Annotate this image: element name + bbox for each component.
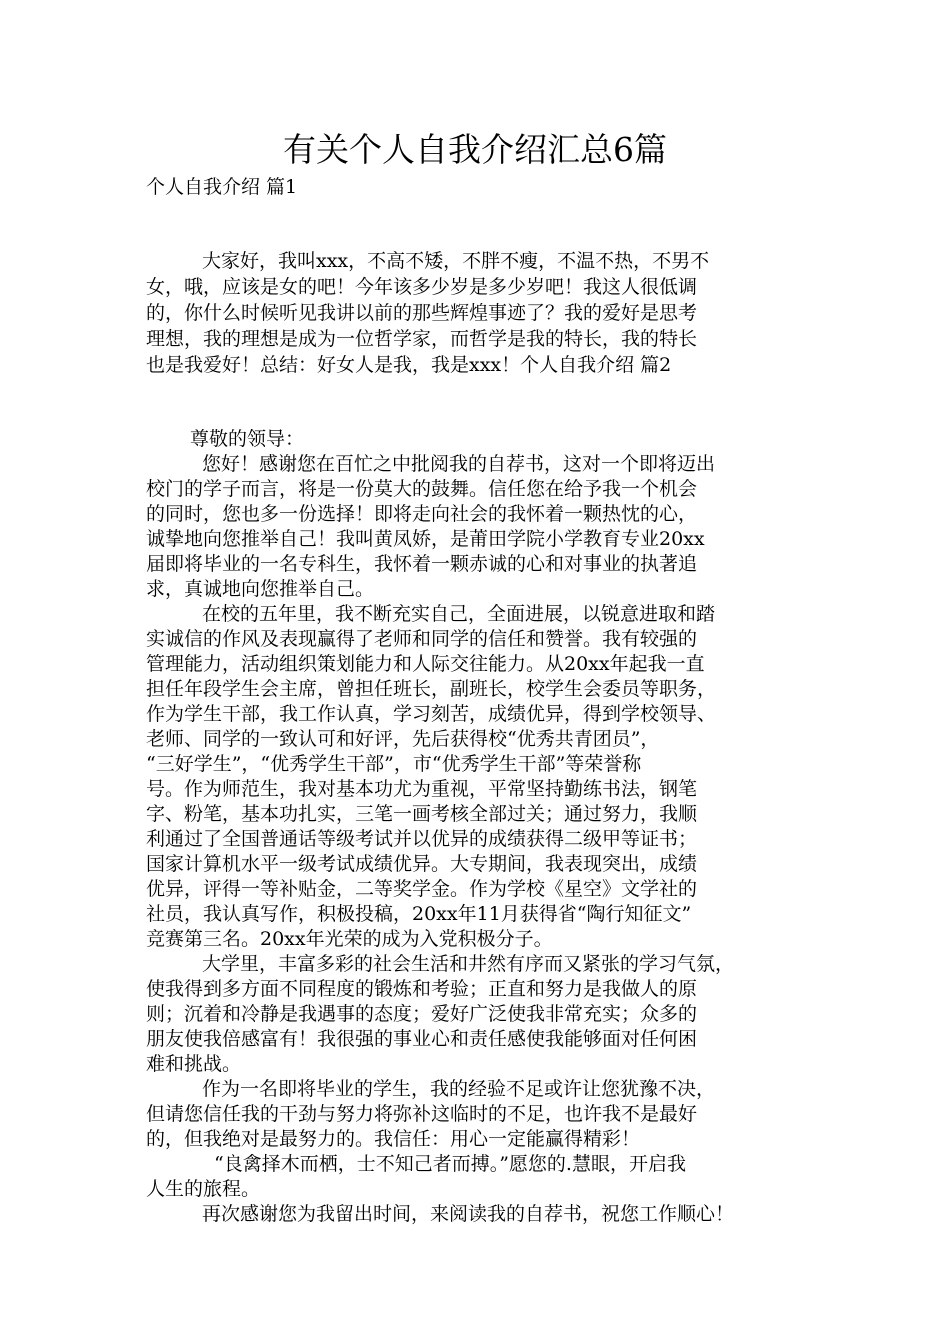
text-line: 人生的旅程。 (146, 1178, 261, 1200)
text-line: 实诚信的作风及表现赢得了老师和同学的信任和赞誉。我有较强的 (146, 628, 698, 650)
text-line: 则；沉着和冷静是我遇事的态度；爱好广泛使我非常充实；众多的 (146, 1003, 698, 1025)
text-line: 国家计算机水平一级考试成绩优异。大专期间，我表现突出，成绩 (146, 853, 698, 875)
text-line: 竞赛第三名。20xx年光荣的成为入党积极分子。 (146, 928, 553, 950)
text-line: 大学里，丰富多彩的社会生活和井然有序而又紧张的学习气氛， (202, 953, 735, 975)
text-line: 号。作为师范生，我对基本功尤为重视，平常坚持勤练书法，钢笔 (146, 778, 698, 800)
text-line: 在校的五年里，我不断充实自己，全面进展，以锐意进取和踏 (202, 603, 716, 625)
text-line: 大家好，我叫xxx，不高不矮，不胖不瘦，不温不热，不男不 (202, 250, 710, 272)
text-line: 作为学生干部，我工作认真，学习刻苦，成绩优异，得到学校领导、 (146, 703, 717, 725)
text-line: 字、粉笔，基本功扎实，三笔一画考核全部过关；通过努力，我顺 (146, 803, 698, 825)
text-line: 的，但我绝对是最努力的。我信任：用心一定能赢得精彩！ (146, 1128, 641, 1150)
text-line: 难和挑战。 (146, 1053, 242, 1075)
text-line: 女，哦，应该是女的吧！今年该多少岁是多少岁吧！我这人很低调 (146, 276, 698, 298)
text-line: 校门的学子而言，将是一份莫大的鼓舞。信任您在给予我一个机会 (146, 478, 698, 500)
document-title: 有关个人自我介绍汇总6篇 (283, 130, 667, 169)
text-line: 使我得到多方面不同程度的锻炼和考验；正直和努力是我做人的原 (146, 978, 698, 1000)
text-line: 也是我爱好！总结：好女人是我，我是xxx！个人自我介绍 篇2 (146, 354, 672, 376)
section-heading-1: 个人自我介绍 篇1 (146, 176, 298, 198)
text-line: 社员，我认真写作，积极投稿，20xx年11月获得省“陶行知征文” (146, 903, 692, 925)
text-line: 再次感谢您为我留出时间，来阅读我的自荐书，祝您工作顺心！ (202, 1203, 735, 1225)
text-line: 的同时，您也多一份选择！即将走向社会的我怀着一颗热忱的心， (146, 503, 698, 525)
text-line: 管理能力，活动组织策划能力和人际交往能力。从20xx年起我一直 (146, 653, 705, 675)
text-line: “三好学生”，“优秀学生干部”，市“优秀学生干部”等荣誉称 (146, 753, 642, 775)
text-line: 诚挚地向您推举自己！我叫黄凤娇，是莆田学院小学教育专业20xx (146, 528, 705, 550)
salutation-line: 尊敬的领导： (190, 428, 305, 450)
text-line: 的，你什么时候听见我讲以前的那些辉煌事迹了？我的爱好是思考 (146, 302, 698, 324)
text-line: 届即将毕业的一名专科生，我怀着一颗赤诚的心和对事业的执著追 (146, 553, 698, 575)
text-line: 朋友使我倍感富有！我很强的事业心和责任感使我能够面对任何困 (146, 1028, 698, 1050)
text-line: 老师、同学的一致认可和好评，先后获得校“优秀共青团员”， (146, 728, 660, 750)
text-line: 作为一名即将毕业的学生，我的经验不足或许让您犹豫不决， (202, 1078, 716, 1100)
text-line: 担任年段学生会主席，曾担任班长，副班长，校学生会委员等职务， (146, 678, 717, 700)
text-line: 理想，我的理想是成为一位哲学家，而哲学是我的特长，我的特长 (146, 328, 698, 350)
text-line: 优异，评得一等补贴金，二等奖学金。作为学校《星空》文学社的 (146, 878, 698, 900)
text-line: 利通过了全国普通话等级考试并以优异的成绩获得二级甲等证书； (146, 828, 698, 850)
text-line: “良禽择木而栖，士不知己者而搏。”愿您的.慧眼，开启我 (214, 1153, 686, 1175)
text-line: 但请您信任我的干劲与努力将弥补这临时的不足，也许我不是最好 (146, 1103, 698, 1125)
text-line: 您好！感谢您在百忙之中批阅我的自荐书，这对一个即将迈出 (202, 453, 716, 475)
text-line: 求，真诚地向您推举自己。 (146, 578, 375, 600)
